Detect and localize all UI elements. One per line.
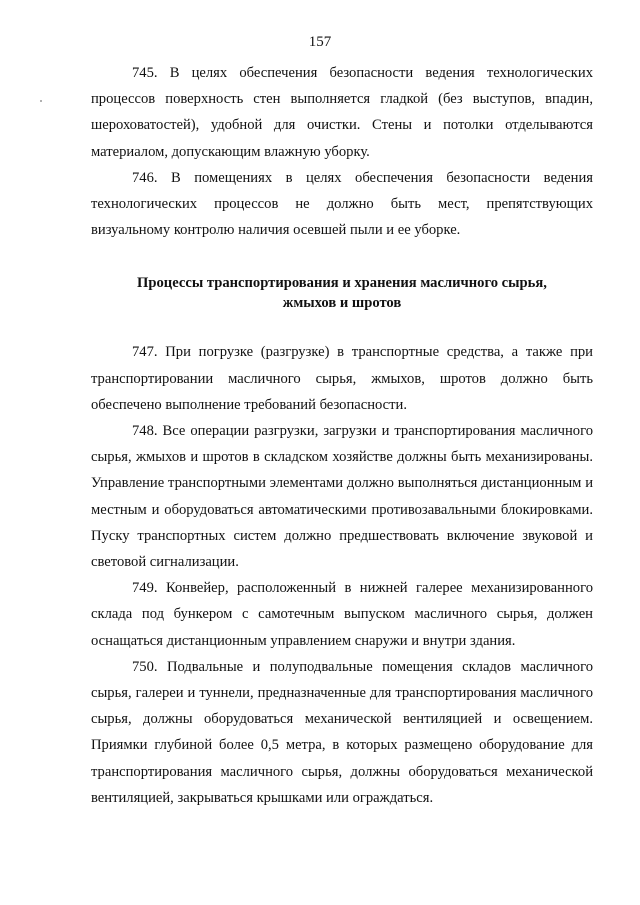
section-heading [91,273,593,313]
paragraph-747: 747. При погрузке (разгрузке) в транспортные средства, а также при транспортировании масличного сырья, жмыхов, шротов должно быть обеспечено выполнение требований безопасности. [91,344,593,413]
section-heading-line-1: Процессы транспортирования и хранения масличного сырья, [137,275,547,292]
paragraph-748: 748. Все операции разгрузки, загрузки и транспортирования масличного сырья, жмыхов и шротов в складском хозяйстве должны быть механизированы. Управление транспортными элементами должно выполняться дистанционным и местным и оборудоваться автоматическими противозавальными блокировками. Пуску транспортных систем должно предшествовать включение звуковой и световой сигнализации. [91,423,593,571]
page-number: 157 [308,34,332,50]
paragraph-749: 749. Конвейер, расположенный в нижней галерее механизированного склада под бункером с самотечным выпуском масличного сырья, должен оснащаться дистанционным управлением снаружи и внутри здания. [91,580,593,649]
paragraph-746: 746. В помещениях в целях обеспечения безопасности ведения технологических процессов не должно быть мест, препятствующих визуальному контролю наличия осевшей пыли и ее уборке. [91,169,593,239]
section-heading-line-2: жмыхов и шротов [282,295,402,312]
paragraph-745: 745. В целях обеспечения безопасности ведения технологических процессов поверхность стен выполняется гладкой (без выступов, впадин, шероховатостей), удобной для очистки. Стены и потолки отделываются материалом, допускающим влажную уборку. [91,65,593,160]
paragraph-750: 750. Подвальные и полуподвальные помещения складов масличного сырья, галереи и туннели, предназначенные для транспортирования масличного сырья, должны оборудоваться механической вентиляцией и освещением. Приямки глубиной более 0,5 метра, в которых размещено оборудование для транспортирования масличного сырья, должны оборудоваться механической вентиляцией, закрываться крышками или ограждаться. [91,658,593,806]
scan-speck [40,100,42,102]
document-body [91,60,593,811]
